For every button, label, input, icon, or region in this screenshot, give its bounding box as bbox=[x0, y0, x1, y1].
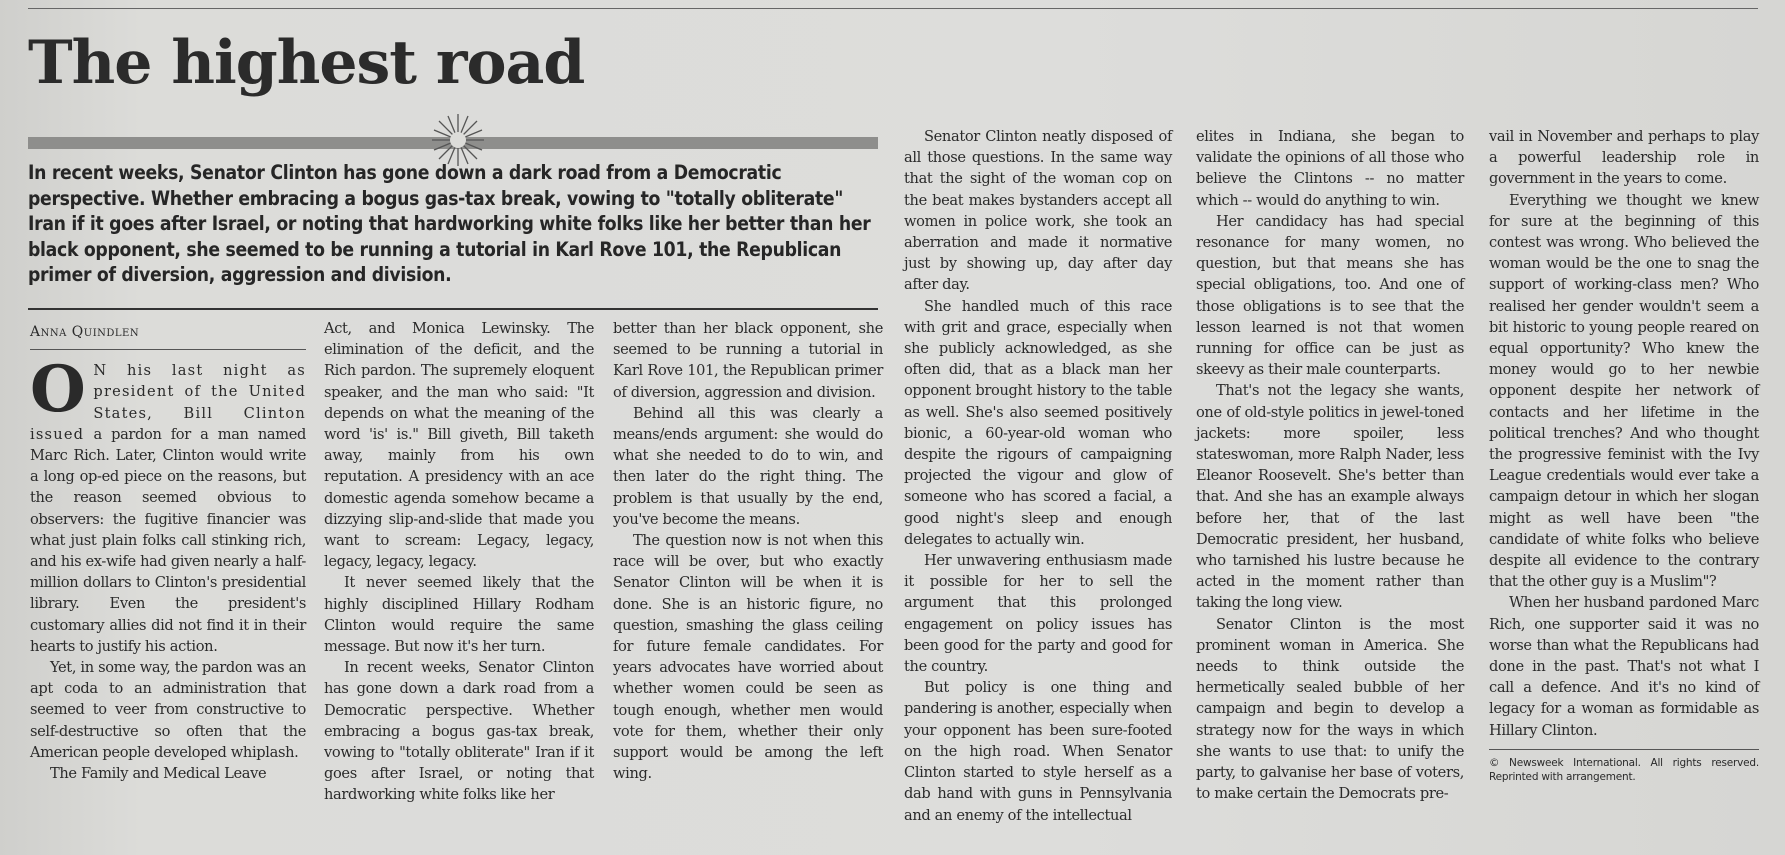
dropcap: O bbox=[30, 352, 86, 428]
top-rule bbox=[28, 8, 1758, 9]
paragraph: vail in November and perhaps to play a powerful leadership role in government in the years to come. bbox=[1489, 128, 1759, 188]
paragraph: Senator Clinton is the most prominent woman in America. She needs to think outside the hermetically sealed bubble of her campaign and begin to develop a strategy now for the ways in which she wants to use that: to unify the party, to galvanise her base of voters, to make certain the Democrats pre- bbox=[1196, 615, 1464, 803]
column-3 bbox=[613, 318, 883, 784]
lead-rest: a pardon for a man named Marc Rich. Later, Clinton would write a long op-ed piece on the reasons, but the reason seemed obvious to observers: the fugitive financier was what just plain folks call stinking rich, and his ex-wife had given nearly a half-million dollars to Clinton's presidential library. Even the president's customary allies did not find it in their hearts to justify his action. bbox=[30, 425, 306, 655]
column-1 bbox=[30, 322, 306, 784]
paragraph: That's not the legacy she wants, one of old-style politics in jewel-toned jackets: more spoiler, less stateswoman, more Ralph Nader, less Eleanor Roosevelt. She's better than that. And she has an example always before her, that of the last Democratic president, her husband, who tarnished his lustre because he acted in the moment rather than taking the long view. bbox=[1196, 382, 1464, 612]
paragraph: But policy is one thing and pandering is another, especially when your opponent has been sure-footed on the high road. When Senator Clinton started to style herself as a dab hand with guns in Pennsylvania and an enemy of the intellectual bbox=[904, 679, 1172, 824]
paragraph: better than her black opponent, she seemed to be running a tutorial in Karl Rove 101, the Republican primer of diversion, aggression and division. bbox=[613, 320, 883, 401]
lead-first-lines: N his last night as president of the United States, Bill Clinton issued bbox=[30, 362, 306, 443]
paragraph: When her husband pardoned Marc Rich, one supporter said it was no worse than what the Republicans had done in the past. That's not what I call a defence. And it's no kind of legacy for a woman as formidable as Hillary Clinton. bbox=[1489, 594, 1759, 739]
standfirst: In recent weeks, Senator Clinton has gone down a dark road from a Democratic perspective. Whether embracing a bogus gas-tax break, vowing to "totally obliterate" Iran if it goes after Israel, or noting that hardworking white folks like her better than her black opponent, she seemed to be running a tutorial in Karl Rove 101, the Republican primer of diversion, aggression and division. bbox=[28, 161, 871, 286]
paragraph: The Family and Medical Leave bbox=[50, 765, 267, 783]
paragraph: elites in Indiana, she began to validate the opinions of all those who believe the Clintons -- no matter which -- would do anything to win. bbox=[1196, 128, 1464, 209]
copyright-credit: © Newsweek International. All rights reserved. Reprinted with arrangement. bbox=[1489, 749, 1759, 784]
column-6 bbox=[1489, 126, 1759, 784]
paragraph: In recent weeks, Senator Clinton has gone down a dark road from a Democratic perspective. Whether embracing a bogus gas-tax break, vowing to "totally obliterate" Iran if it goes after Israel, or noting that hardworking white folks like her bbox=[324, 659, 594, 804]
byline: Anna Quindlen bbox=[30, 322, 306, 350]
column-5 bbox=[1196, 126, 1464, 805]
paragraph: The question now is not when this race will be over, but who exactly Senator Clinton will be when it is done. She is an historic figure, no question, smashing the glass ceiling for future female candidates. For years advocates have worried about whether women could be seen as tough enough, whether men would vote for them, whether their only support would be among the left wing. bbox=[613, 532, 883, 783]
paragraph: Act, and Monica Lewinsky. The elimination of the deficit, and the Rich pardon. The supremely eloquent speaker, and the man who said: "It depends on what the meaning of the word 'is' is." Bill giveth, Bill taketh away, mainly from his own reputation. A presidency with an ace domestic agenda somehow became a dizzying slip-and-slide that made you want to scream: Legacy, legacy, legacy, legacy, legacy. bbox=[324, 320, 594, 571]
lead-paragraph bbox=[30, 352, 306, 657]
paragraph: Her candidacy has had special resonance for many women, no question, but that means she has special obligations, too. And one of those obligations is to see that the lesson learned is not that women running for office can be just as skeevy as their male counterparts. bbox=[1196, 212, 1464, 379]
standfirst-rule bbox=[28, 308, 878, 310]
paragraph: Everything we thought we knew for sure at the beginning of this contest was wrong. Who believed the woman would be the one to snag the support of working-class men? Who realised her gender wouldn't seem a bit historic to young people reared on equal opportunity? Who knew the money would go to her newbie opponent despite her network of contacts and her lifetime in the political trenches? And who thought the progressive feminist with the Ivy League credentials would ever take a campaign detour in which her slogan might as well have been "the candidate of white folks who believe despite all evidence to the contrary that the other guy is a Muslim"? bbox=[1489, 191, 1759, 591]
paragraph: Yet, in some way, the pardon was an apt coda to an administration that seemed to veer from constructive to self-destructive so often that the American people developed whiplash. bbox=[30, 659, 306, 761]
column-2 bbox=[324, 318, 594, 806]
headline: The highest road bbox=[28, 28, 585, 98]
paragraph: Behind all this was clearly a means/ends argument: she would do what she needed to do to win, and then later do the right thing. The problem is that usually by the end, you've become the means. bbox=[613, 404, 883, 528]
paragraph: She handled much of this race with grit and grace, especially when she publicly acknowledged, as she often did, that as a black man her opponent brought history to the table as well. She's also seemed positively bionic, a 60-year-old woman who despite the rigours of campaigning projected the vigour and glow of someone who has scored a facial, a good night's sleep and enough delegates to actually win. bbox=[904, 297, 1172, 548]
paragraph: It never seemed likely that the highly disciplined Hillary Rodham Clinton would require the same message. But now it's her turn. bbox=[324, 574, 594, 656]
paragraph: Her unwavering enthusiasm made it possible for her to sell the argument that this prolonged engagement on policy issues has been good for the party and good for the country. bbox=[904, 552, 1172, 676]
column-4 bbox=[904, 126, 1172, 826]
paragraph: Senator Clinton neatly disposed of all those questions. In the same way that the sight of the woman cop on the beat makes bystanders accept all women in police work, she took an aberration and made it normative just by showing up, day after day after day. bbox=[904, 128, 1172, 294]
